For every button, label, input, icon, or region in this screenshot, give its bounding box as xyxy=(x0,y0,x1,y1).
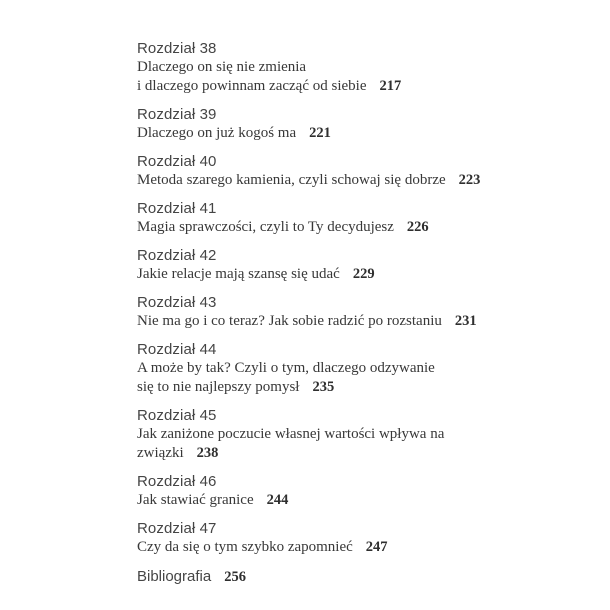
chapter-label: Rozdział 43 xyxy=(137,294,217,311)
toc-entry-41[interactable] xyxy=(137,199,550,237)
chapter-title-line xyxy=(137,425,550,444)
chapter-title-text: Czy da się o tym szybko zapomnieć xyxy=(137,539,353,555)
chapter-page-number: 221 xyxy=(309,125,331,141)
chapter-title-line xyxy=(137,171,550,190)
toc-entry-47[interactable] xyxy=(137,519,550,557)
chapter-title-line xyxy=(137,359,550,378)
chapter-title-line xyxy=(137,58,550,77)
chapter-title-text: Jak zaniżone poczucie własnej wartości wpływa na xyxy=(137,426,445,442)
chapter-label: Rozdział 47 xyxy=(137,520,217,537)
chapter-label: Rozdział 42 xyxy=(137,247,217,264)
chapter-page-number: 217 xyxy=(379,78,402,94)
toc-entry-45[interactable] xyxy=(137,406,550,463)
chapter-title-line xyxy=(137,265,550,284)
chapter-title-text: Jakie relacje mają szansę się udać xyxy=(137,266,340,282)
chapter-label: Rozdział 41 xyxy=(137,200,217,217)
chapter-title-line xyxy=(137,312,550,331)
chapter-page-number: 235 xyxy=(312,379,335,395)
chapter-label: Rozdział 39 xyxy=(137,106,217,123)
chapter-label: Rozdział 46 xyxy=(137,473,217,490)
chapter-page-number: 229 xyxy=(352,266,375,282)
chapter-title-line xyxy=(137,444,550,463)
chapter-title-text: Metoda szarego kamienia, czyli schowaj się dobrze xyxy=(137,172,446,188)
toc-entry-42[interactable] xyxy=(137,246,550,284)
chapter-title-line xyxy=(137,491,550,510)
toc-entry-39[interactable] xyxy=(137,105,550,143)
toc-entry-44[interactable] xyxy=(137,340,550,397)
chapter-title-text: się to nie najlepszy pomysł xyxy=(137,379,300,395)
chapter-label: Rozdział 45 xyxy=(137,407,217,424)
chapter-title-text: związki xyxy=(137,445,184,461)
toc-entry-bibliografia[interactable] xyxy=(137,567,550,586)
bibliografia-label: Bibliografia xyxy=(137,568,212,585)
chapter-title-line xyxy=(137,378,550,397)
chapter-title-line xyxy=(137,538,550,557)
chapter-page-number: 223 xyxy=(458,172,481,188)
toc-entry-40[interactable] xyxy=(137,152,550,190)
chapter-title-text: A może by tak? Czyli o tym, dlaczego odzywanie xyxy=(137,360,435,376)
chapter-label: Rozdział 44 xyxy=(137,341,217,358)
chapter-page-number: 244 xyxy=(266,492,289,508)
toc-entry-46[interactable] xyxy=(137,472,550,510)
chapter-title-text: Jak stawiać granice xyxy=(137,492,254,508)
toc-entry-43[interactable] xyxy=(137,293,550,331)
chapter-title-text: Dlaczego on już kogoś ma xyxy=(137,125,297,141)
chapter-title-text: i dlaczego powinnam zacząć od siebie xyxy=(137,78,367,94)
chapter-page-number: 231 xyxy=(454,313,477,329)
toc-entry-38[interactable] xyxy=(137,39,550,96)
chapter-label: Rozdział 38 xyxy=(137,40,217,57)
chapter-title-line xyxy=(137,218,550,237)
chapter-page-number: 238 xyxy=(196,445,219,461)
chapter-label: Rozdział 40 xyxy=(137,153,217,170)
chapter-title-text: Magia sprawczości, czyli to Ty decydujesz xyxy=(137,219,394,235)
chapter-title-line xyxy=(137,77,550,96)
chapter-title-text: Dlaczego on się nie zmienia xyxy=(137,59,307,75)
toc-list xyxy=(137,39,550,557)
bibliografia-page-number: 256 xyxy=(224,569,246,585)
chapter-title-line xyxy=(137,124,550,143)
chapter-page-number: 247 xyxy=(365,539,388,555)
chapter-title-text: Nie ma go i co teraz? Jak sobie radzić po rozstaniu xyxy=(137,313,442,329)
chapter-page-number: 226 xyxy=(406,219,429,235)
